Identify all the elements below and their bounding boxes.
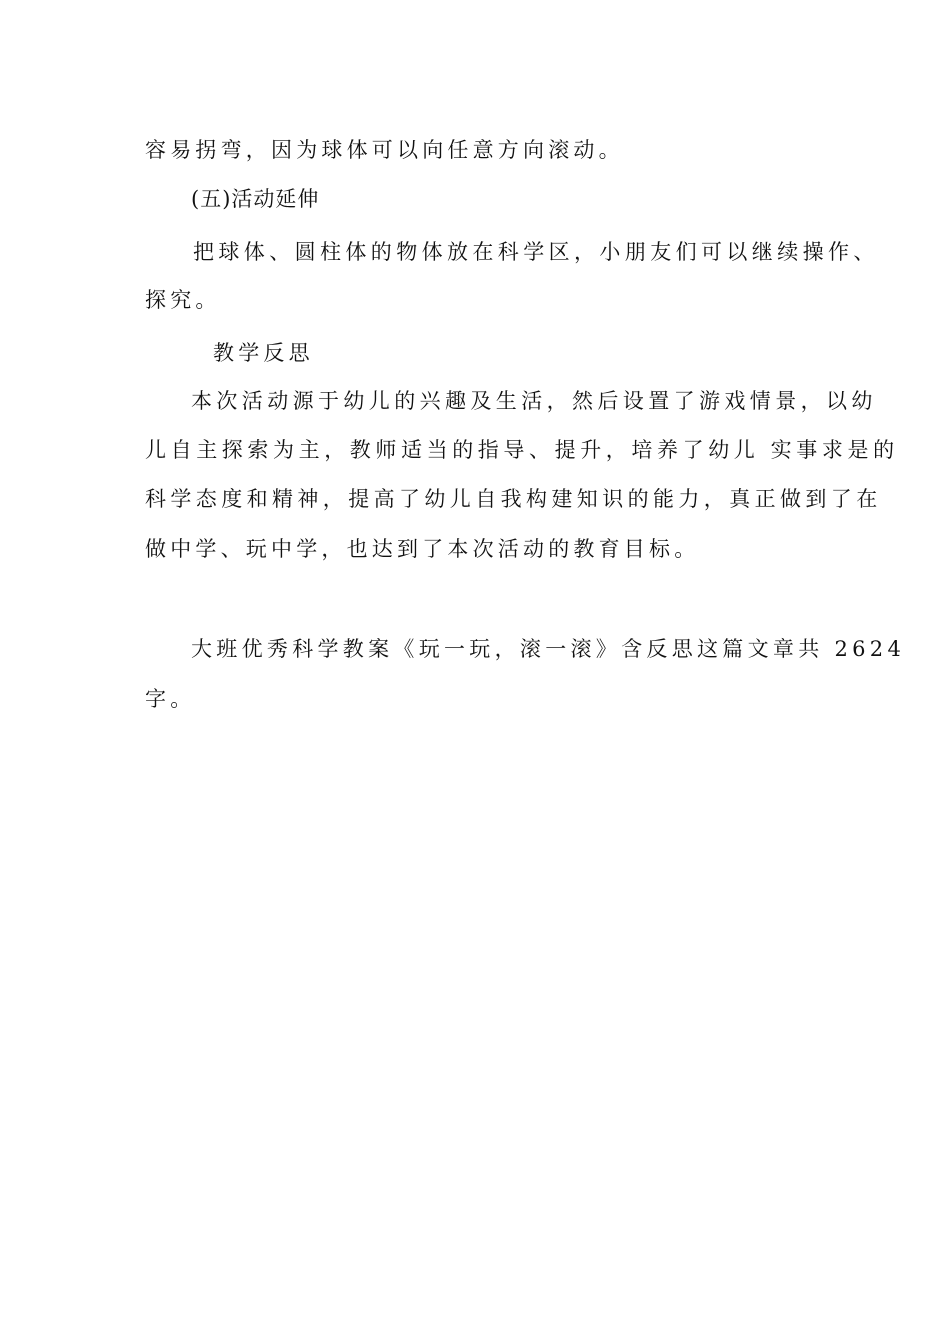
paragraph-line: 把球体、圆柱体的物体放在科学区，小朋友们可以继续操作、 [193,240,879,264]
paragraph-line: 科学态度和精神，提高了幼儿自我构建知识的能力，真正做到了在 [145,487,882,511]
word-count-note: 大班优秀科学教案《玩一玩，滚一滚》含反思这篇文章共 2624 [191,637,906,661]
paragraph-line: 容易拐弯，因为球体可以向任意方向滚动。 [145,138,624,162]
paragraph-line: 探究。 [145,288,221,312]
word-count-note: 字。 [145,687,196,711]
paragraph-line: 本次活动源于幼儿的兴趣及生活，然后设置了游戏情景，以幼 [191,389,877,413]
section-heading: (五)活动延伸 [191,187,320,211]
section-heading: 教学反思 [213,341,314,365]
paragraph-line: 做中学、玩中学，也达到了本次活动的教育目标。 [145,537,700,561]
paragraph-line: 儿自主探索为主，教师适当的指导、提升，培养了幼儿 实事求是的 [145,438,899,462]
